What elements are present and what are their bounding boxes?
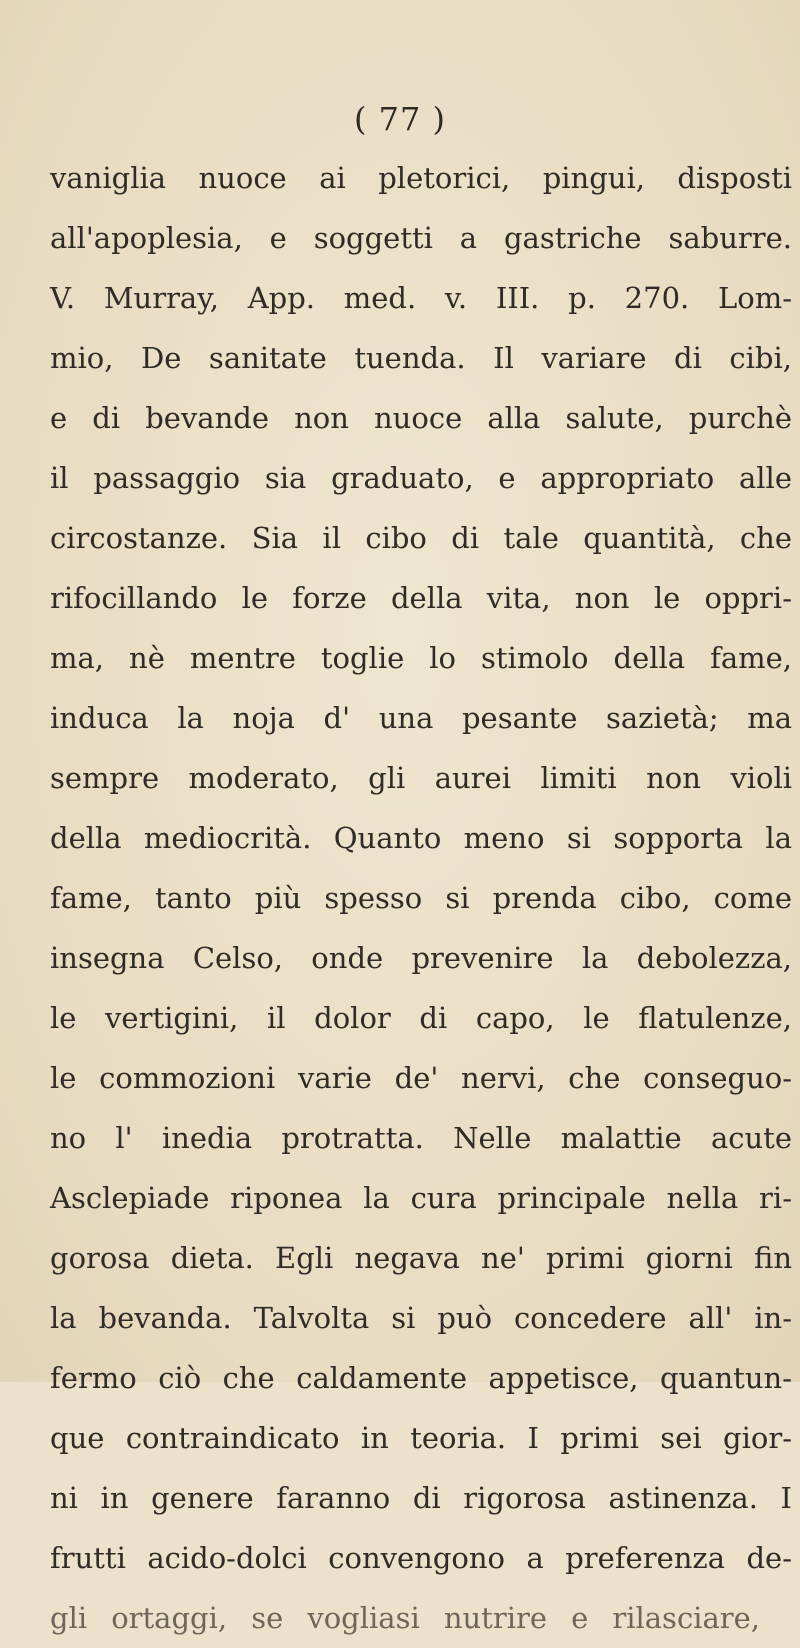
body-text [50, 148, 792, 1648]
text-line: insegna Celso, onde prevenire la debolezza, [50, 941, 792, 975]
text-line: della mediocrità. Quanto meno si sopporta la [50, 821, 792, 855]
text-line: frutti acido-dolci convengono a preferenza de- [50, 1541, 792, 1575]
text-line: sempre moderato, gli aurei limiti non violi [50, 761, 792, 795]
text-line: Asclepiade riponea la cura principale nella ri- [50, 1181, 792, 1215]
text-line: ni in genere faranno di rigorosa astinenza. I [50, 1481, 792, 1515]
text-line: le vertigini, il dolor di capo, le flatulenze, [50, 1001, 792, 1035]
text-line: no l' inedia protratta. Nelle malattie acute [50, 1121, 792, 1155]
text-line: rifocillando le forze della vita, non le oppri- [50, 581, 792, 615]
text-line: vaniglia nuoce ai pletorici, pingui, disposti [50, 161, 792, 195]
text-line: il passaggio sia graduato, e appropriato alle [50, 461, 792, 495]
text-line: mio, De sanitate tuenda. Il variare di cibi, [50, 341, 792, 375]
text-line: V. Murray, App. med. v. III. p. 270. Lom- [50, 281, 792, 315]
text-line: le commozioni varie de' nervi, che conseguo- [50, 1061, 792, 1095]
text-line: all'apoplesia, e soggetti a gastriche saburre. [50, 221, 792, 255]
text-line: fame, tanto più spesso si prenda cibo, come [50, 881, 792, 915]
page-number: ( 77 ) [353, 100, 447, 138]
text-line: e di bevande non nuoce alla salute, purchè [50, 401, 792, 435]
text-line: que contraindicato in teoria. I primi sei gior- [50, 1421, 792, 1455]
text-line: gli ortaggi, se vogliasi nutrire e rilasciare, [50, 1601, 760, 1635]
text-line: circostanze. Sia il cibo di tale quantità, che [50, 521, 792, 555]
text-line: ma, nè mentre toglie lo stimolo della fame, [50, 641, 792, 675]
text-line: gorosa dieta. Egli negava ne' primi giorni fin [50, 1241, 792, 1275]
text-line: la bevanda. Talvolta si può concedere all' in- [50, 1301, 792, 1335]
text-line: fermo ciò che caldamente appetisce, quantun- [50, 1361, 792, 1395]
text-line: induca la noja d' una pesante sazietà; ma [50, 701, 792, 735]
